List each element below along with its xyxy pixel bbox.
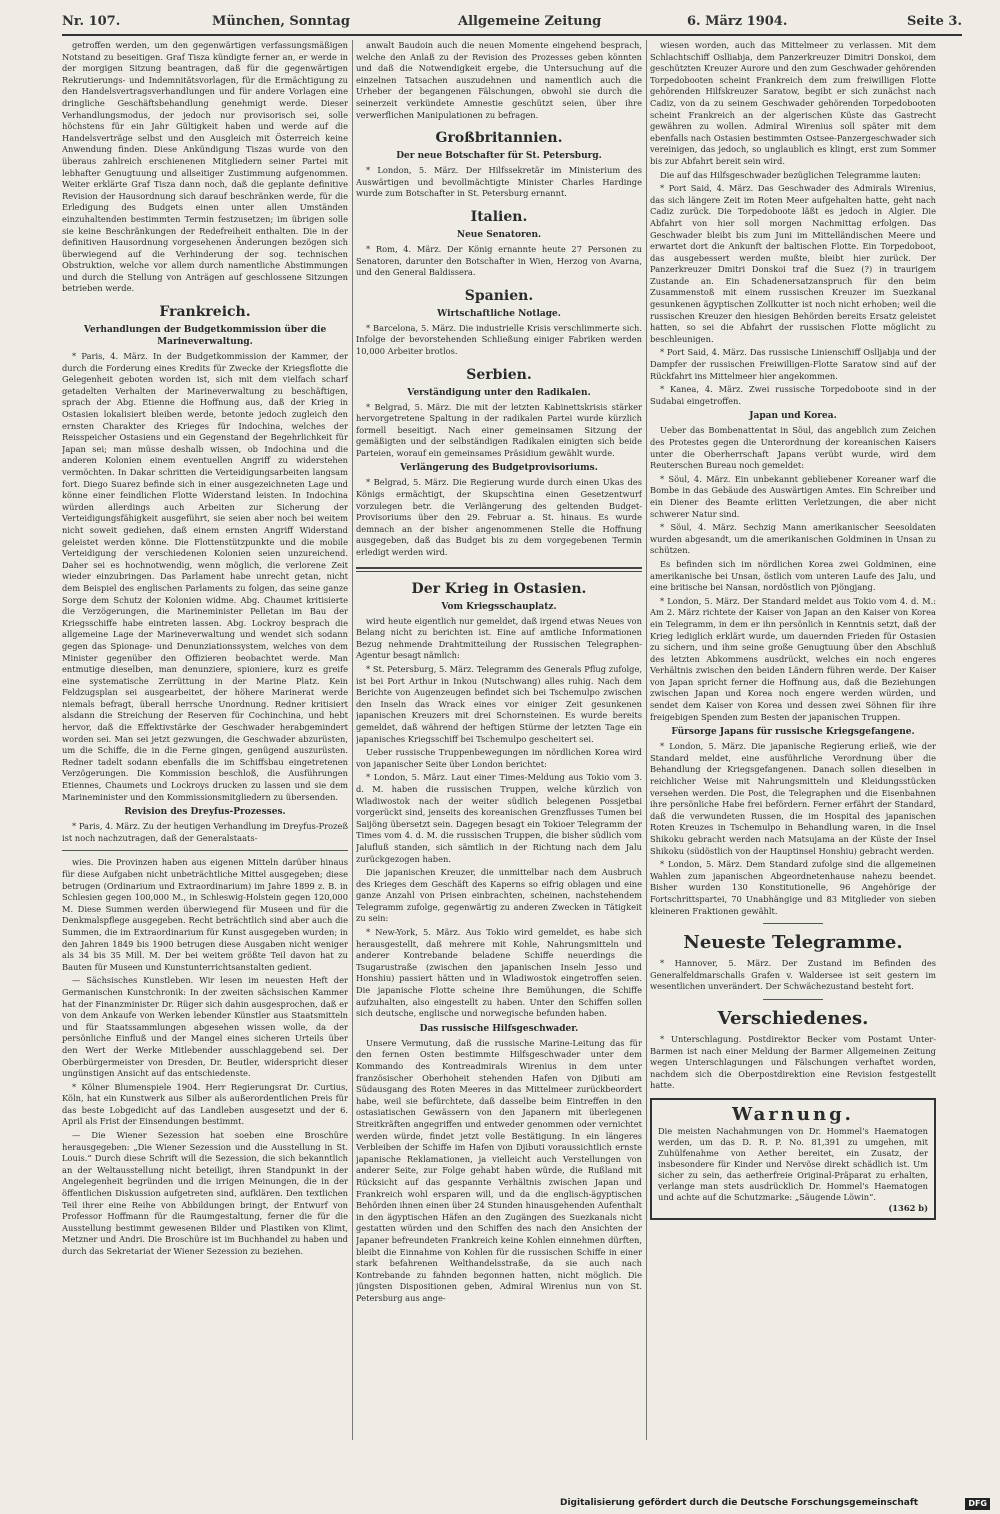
- subsection-title: Das russische Hilfsgeschwader.: [419, 1023, 579, 1034]
- article-paragraph: getroffen werden, um den gegenwärtigen verfassungsmäßigen Notstand zu beseitigen. Graf Tisza kündigte ferner an, er werde in der morgigen Sitzung beantragen, daß für die gegenwärtigen Rekrutierungs- und Indemnitätsvorlagen, für die Ermächtigung zu den Handelsvertragsverhandlungen und für andere Vorlagen eine dringliche Geschäftsbehandlung genehmigt werde. Dieser Verhandlungsmodus, der jedoch nur provisorisch sei, solle höchstens für ein Jahr Gültigkeit haben und werde auf die Handelsverträge selbst und den Ausgleich mit Österreich keine Anwendung finden. Diese Ankündigung Tiszas wurde von den überaus zahlreich erschienenen Mitgliedern seiner Partei mit lebhafter Genugtuung und allseitiger Zustimmung aufgenommen. Weiter erklärte Graf Tisza dann noch, daß die geplante definitive Revision der Hausordnung sich darauf beschränken werde, für die Erledigung des Budgets einen unter allen Umständen einzuhaltenden bestimmten Termin festzusetzen; im übrigen solle sie keine Beschränkungen der Redefreiheit enthalten. Die in der definitiven Hausordnung vorgesehenen Änderungen bezögen sich überwiegend auf die Verhinderung der sog. technischen Obstruktion, welche vor allem durch namentliche Abstimmungen und durch die Stellung von Anträgen auf geschlossene Sitzungen betrieben werde.: [62, 40, 348, 294]
- article-paragraph: wird heute eigentlich nur gemeldet, daß irgend etwas Neues von Belang nicht zu berichten ist. Eine auf amtliche Informationen Bezug nehmende Drahtmitteilung der Russischen Telegraphen-Agentur besagt nämlich:: [356, 615, 642, 661]
- article-paragraph: * Hannover, 5. März. Der Zustand im Befinden des Generalfeldmarschalls Grafen v. Waldersee ist seit gestern im wesentlichen unverändert. Der Schwächezustand besteht fort.: [650, 958, 936, 992]
- column-left: [62, 40, 348, 1498]
- article-paragraph: * Söul, 4. März. Ein unbekannt gebliebener Koreaner warf die Bombe in das Gebäude des Auswärtigen Amtes. Ein Schreiber und ein Diener des Beamte erlitten Verletzungen, die aber nicht schwerer Natur sind.: [650, 473, 936, 519]
- article-paragraph: * London, 5. März. Dem Standard zufolge sind die allgemeinen Wahlen zum japanischen Abgeordnetenhause nahezu beendet. Bisher wurden 130 Konstitutionelle, 96 Angehörige der Fortschrittspartei, 70 Unabhängige und 83 Mitglieder von sieben kleineren Fraktionen gewählt.: [650, 859, 936, 916]
- column-divider: [646, 40, 647, 1440]
- subsection-title: Der neue Botschafter für St. Petersburg.: [396, 151, 602, 162]
- advertisement-box: [650, 1098, 936, 1220]
- article-paragraph: Ueber russische Truppenbewegungen im nördlichen Korea wird von japanischer Seite über London berichtet:: [356, 747, 642, 769]
- issue-number: Nr. 107.: [62, 14, 121, 29]
- article-paragraph: * Söul, 4. März. Sechzig Mann amerikanischer Seesoldaten wurden abgesandt, um die amerikanischen Goldminen in Unsan zu schützen.: [650, 522, 936, 556]
- column-right: [650, 40, 936, 1498]
- section-rule: [763, 999, 823, 1000]
- article-paragraph: * Paris, 4. März. Zu der heutigen Verhandlung im Dreyfus-Prozeß ist noch nachzutragen, daß der Generalstaats-: [62, 821, 348, 843]
- digitization-footer: [560, 1498, 990, 1512]
- article-paragraph: Es befinden sich im nördlichen Korea zwei Goldminen, eine amerikanische bei Unsan, östlich vom unteren Laufe des Jalu, und eine britische bei Nansan, nordöstlich von Pjöngjang.: [650, 558, 936, 593]
- article-paragraph: * Rom, 4. März. Der König ernannte heute 27 Personen zu Senatoren, darunter den Botschafter in Wien, Herzog von Avarna, und den General Baldissera.: [356, 243, 642, 278]
- section-title-italien: Italien.: [470, 208, 528, 225]
- subsection-title: Wirtschaftliche Notlage.: [437, 308, 561, 319]
- section-title-serbien: Serbien.: [466, 366, 532, 383]
- column-divider: [352, 40, 353, 1440]
- advertisement-text: Die meisten Nachahmungen von Dr. Hommel's Haematogen werden, um das D. R. P. No. 81,391 zu umgehen, mit Zuhülfenahme von Aether bereitet, ein Zusatz, der insbesondere für Kinder und Nervöse direkt schädlich ist. Um sicher zu sein, das aetherfreie Original-Präparat zu erhalten, verlange man stets ausdrücklich Dr. Hommel's Haematogen und achte auf die Schutzmarke: „Säugende Löwin“.: [658, 1125, 928, 1202]
- article-paragraph: Ueber das Bombenattentat in Söul, das angeblich zum Zeichen des Protestes gegen die Unterordnung der koreanischen Kaisers unter die Oberherrschaft Japans verübt wurde, wird dem Reuterschen Bureau noch gemeldet:: [650, 425, 936, 471]
- article-paragraph: wiesen worden, auch das Mittelmeer zu verlassen. Mit dem Schlachtschiff Oslliabja, dem Panzerkreuzer Dimitri Donskoi, dem geschützten Kreuzer Aurore und den zum Geschwader gehörenden Torpedobooten scheint Frankreich dem zum freiwilligen Flotte gehörenden Hilfskreuzer Saratow, begibt er sich zunächst nach Cadiz, von da zu seinem Geschwader gehörenden Torpedobooten scheint Frankreich an der algerischen Küste das Gastrecht gewähren zu wollen. Admiral Wirenius soll später mit dem ebenfalls nach Ostasien bestimmten Ostsee-Panzergeschwader sich vereinigen, das jedoch, so unglaublich es klingt, erst zum Sommer bis zur Abfahrt bereit sein wird.: [650, 40, 936, 166]
- article-paragraph: Die auf das Hilfsgeschwader bezüglichen Telegramme lauten:: [660, 169, 921, 180]
- dfg-logo: DFG: [965, 1498, 990, 1510]
- page-number: Seite 3.: [907, 14, 962, 29]
- subsection-title: Revision des Dreyfus-Prozesses.: [124, 807, 286, 818]
- article-paragraph: Die japanischen Kreuzer, die unmittelbar nach dem Ausbruch des Krieges dem Geschäft des Kaperns so eifrig oblagen und eine ganze Anzahl von Prisen einbrachten, scheinen, nachstehendem Telegramm zufolge, gegenwärtig zu anderen Zwecken in Tätigkeit zu sein:: [356, 867, 642, 924]
- subsection-title: Vom Kriegsschauplatz.: [441, 601, 557, 612]
- subsection-title: Japan und Korea.: [749, 411, 837, 422]
- article-paragraph: Unsere Vermutung, daß die russische Marine-Leitung das für den fernen Osten bestimmte Hilfsgeschwader unter dem Kommando des Kontreadmirals Wirenius in dem unter französischer Oberhoheit stehenden Hafen von Djibuti am Südausgang des Roten Meeres in das Mittelmeer zurückbeordert habe, weil sie befürchtete, daß dasselbe beim Eintreffen in den ostasiatischen Gewässern von den Japanern mit überlegenen Streitkräften angegriffen und entweder genommen oder vernichtet werden würde, findet jetzt volle Bestätigung. In ein längeres Verbleiben der Schiffe im Hafen von Djibuti voraussichtlich ernste japanische Reklamationen, ja vielleicht auch Verstellungen von anderer Seite, zur Folge gehabt haben würde, die Rußland mit Rücksicht auf das gespannte Verhältnis zwischen Japan und Frankreich wohl ersparen will, und da die englisch-ägyptischen Behörden ihnen einen über 24 Stunden hinausgehenden Aufenthalt in den ägyptischen Häfen an den Zugängen des Suezkanals nicht gestatten würden und den Schiffen des nach den Ansichten der Japaner befreundeten Frankreich keine Kohlen einnehmen dürften, bleibt die Einnahme von Kohlen für die russischen Schiffe in einer stark befahrenen Welthandelsstraße, da sie auch nach Kontrebande zu fahnden begonnen hatten, nicht möglich. Die jüngsten Dispositionen geben, Admiral Wirenius nun von St. Petersburg aus ange-: [356, 1037, 642, 1303]
- header-rule: [62, 34, 962, 36]
- feuilleton-paragraph: — Die Wiener Sezession hat soeben eine Broschüre herausgegeben: „Die Wiener Sezession und die Ausstellung in St. Louis.“ Durch diese Schrift will die Sezession, die sich bekanntlich an der Weltausstellung nicht beteiligt, ihren Standpunkt in der Angelegenheit begründen und die irrigen Meinungen, die in der öffentlichen Diskussion aufgetreten sind, aufklären. Den textlichen Teil ihrer eine Reihe von Abbildungen bringt, der Entwurf von Professor Hoffmann für die Raumgestaltung, ferner die für die Ausstellung bestimmt gewesenen Bilder und Plastiken von Klimt, Metzner und Andri. Die Broschüre ist im Buchhandel zu haben und durch das Sekretariat der Wiener Sezession zu beziehen.: [62, 1130, 348, 1256]
- article-paragraph: * London, 5. März. Der Hilfssekretär im Ministerium des Auswärtigen und bevollmächtigte Minister Charles Hardinge wurde zum Botschafter in St. Petersburg ernannt.: [356, 165, 642, 199]
- article-paragraph: * New-York, 5. März. Aus Tokio wird gemeldet, es habe sich herausgestellt, daß mehrere mit Kohle, Nahrungsmitteln und anderer Kontrebande beladene Schiffe neuerdings die Tsugarustraße (zwischen den japanischen Inseln Jesso und Honshiu) passiert hätten und in Wladiwostok eingetroffen seien. Die japanische Flotte scheine ihre Bemühungen, die Schiffe aufzuhalten, also eingestellt zu haben. Unter den Schiffen sollen sich deutsche, englische und norwegische befunden haben.: [356, 927, 642, 1019]
- advertisement-code: (1362 b): [888, 1202, 928, 1213]
- section-rule: [763, 923, 823, 924]
- issue-date: 6. März 1904.: [687, 14, 788, 29]
- section-title-neueste-telegramme: Neueste Telegramme.: [683, 932, 903, 954]
- advertisement-title: Warnung.: [732, 1103, 854, 1125]
- article-paragraph: * London, 5. März. Die japanische Regierung erließ, wie der Standard meldet, eine ausführliche Verordnung über die Behandlung der Kriegsgefangenen. Danach sollen dieselben in reichlicher Weise mit Nahrungsmitteln und Kleidungsstücken versehen werden. Die Post, die Telegraphen und die Eisenbahnen ihre persönliche Habe frei befördern. Ferner erfährt der Standard, daß die verwundeten Russen, die im Hospital des japanischen Roten Kreuzes in Tschemulpo in Behandlung waren, in die Insel Shikoku gebracht werden nach Matsujama an der Küste der Insel Shikoku (südöstlich von der Hauptinsel Honshiu) gebracht werden.: [650, 741, 936, 856]
- article-paragraph: * Paris, 4. März. In der Budgetkommission der Kammer, der durch die Forderung eines Kredits für Zwecke der Kriegsflotte die Gelegenheit geboten worden ist, sich mit dem vielfach scharf getadelten Verhalten der Marineverwaltung zu beschäftigen, sprach der Abg. Etienne die Hoffnung aus, daß der Krieg in Ostasien lokalisiert bleiben werde, betonte jedoch zugleich den ernsten Charakter des Krieges für Indochina, welches der Reisspeicher Ostasiens und ein Gegenstand der Begehrlichkeit für Japan sei; man müsse deshalb wissen, ob Indochina und die anderen Kolonien einem eventuellen Angriff zu widerstehen vermöchten. In Dakar schritten die Verteidigungsarbeiten langsam fort. Diego Suarez befinde sich in einer ausgezeichneten Lage und könne einer feindlichen Flotte Widerstand leisten. In Indochina würden allerdings auch Arbeiten zur Sicherung der Verteidigungsfähigkeit ausgeführt, sie seien aber noch bei weitem nicht soweit gediehen, daß einem ernsten Angriff Widerstand geleistet werden könne. Die Flottenstützpunkte und die mobile Verteidigung der verschiedenen Kolonien seien unzureichend. Daher sei es hochnotwendig, wenn möglich, die verlorene Zeit wieder einzubringen. Das Parlament habe unrecht getan, nicht dem Beispiel des englischen Parlaments zu folgen, das seine ganze Sorge dem Schutz der Kolonien widme. Abg. Chaumet kritisierte die Verzögerungen, die Marineminister Pelletan im Bau der Kriegsschiffe habe eintreten lassen. Abg. Lockroy besprach die allgemeine Lage der Marineverwaltung und wendet sich sodann gegen das Spionage- und Denunziationssystem, welches von dem Minister gegenüber den Offizieren beobachtet werde. Man entmutige dieselben, man denunziere, spioniere, kurz es greife eine systematische Zerrüttung in der Marine Platz. Kein Feldzugsplan sei ausgearbeitet, der höhere Marinerat werde niemals befragt, überall herrsche Unordnung. Redner kritisiert alsdann die Streichung der Reserven für Cochinchina, und hebt hervor, daß die Effektivstärke der Geschwader herabgemindert worden sei. Man sei jetzt gezwungen, die Geschwader abzurüsten, um die Schiffe, die in die Ferne gingen, genügend auszurüsten. Redner tadelt sodann ebenfalls die im Schiffsbau eingetretenen Verzögerungen. Die Kommission beschloß, die Ausführungen Etiennes, Chaumets und Lockroys drucken zu lassen und sie dem Marineminister und den Kommissionsmitgliedern zu übersenden.: [62, 351, 348, 802]
- feuilleton-paragraph: wies. Die Provinzen haben aus eigenen Mitteln darüber hinaus für diese Aufgaben nicht unbeträchtliche Mittel ausgegeben; diese betrugen (Ordinarium und Extraordinarium) im Jahre 1899 z. B. in Schlesien gegen 100,000 M., in Schleswig-Holstein gegen 120,000 M. Diese Summen werden überwiegend für Museen und für die Denkmalspflege ausgegeben. Recht beträchtlich sind aber auch die Summen, die im Extraordinarium für Kunst ausgegeben wurden; in den Jahren 1849 bis 1900 betrugen diese Ausgaben nicht weniger als 34 bis 35 Mill. M. Der bei weitem größte Teil davon hat zu Bauten für Museen und Kunstunterrichtsanstalten gedient.: [62, 857, 348, 972]
- section-title-frankreich: Frankreich.: [159, 304, 251, 321]
- section-title-verschiedenes: Verschiedenes.: [717, 1007, 869, 1029]
- article-paragraph: * Kanea, 4. März. Zwei russische Torpedoboote sind in der Sudabai eingetroffen.: [650, 384, 936, 406]
- subsection-title: Verlängerung des Budgetprovisoriums.: [400, 463, 598, 474]
- article-paragraph: * London, 5. März. Der Standard meldet aus Tokio vom 4. d. M.: Am 2. März richtete der Kaiser von Japan an den Kaiser von Korea ein Telegramm, in dem er ihn persönlich in Kenntnis setzt, daß der Krieg lediglich erklärt wurde, um dauernden Frieden für Ostasien zu sichern, und ihm seine große Genugtuung über den Abschluß des letzten Abkommens ausdrückt, welches ein noch engeres Verhältnis zwischen den beiden Ländern führen werde. Der Kaiser von Japan spricht ferner die Hoffnung aus, daß die Beziehungen zwischen Japan und Korea noch engere werden würden, und sendet dem Kaiser von Korea und dessen zwei Söhnen für ihre freigebigen Spenden zum Besten der japanischen Truppen.: [650, 595, 936, 722]
- subsection-title: Neue Senatoren.: [456, 229, 542, 240]
- feuilleton-paragraph: — Sächsisches Kunstleben. Wir lesen im neuesten Heft der Germanischen Kunstchronik: In der zweiten sächsischen Kammer hat der Finanzminister Dr. Rüger sich dahin ausgesprochen, daß er von dem Ankaufe von Werken lebender Künstler aus Staatsmitteln und für Staatssammlungen abgesehen wissen wolle, da der persönliche Einfluß und der Mangel eines sicheren Urteils über den Wert der Werke Mitlebender ausschlaggebend sei. Der Oberbürgermeister von Dresden, Dr. Beutler, widerspricht dieser ungünstigen Ansicht auf das entschiedenste.: [62, 975, 348, 1079]
- article-paragraph: * Unterschlagung. Postdirektor Becker vom Postamt Unter-Barmen ist nach einer Meldung der Barmer Allgemeinen Zeitung wegen Unterschlagungen und Fälschungen verhaftet worden, nachdem sich die Oberpostdirektion eine Revision festgestellt hatte.: [650, 1033, 936, 1091]
- article-paragraph: * Port Said, 4. März. Das russische Linienschiff Oslljabja und der Dampfer der russischen Freiwilligen-Flotte Saratow sind auf der Rückfahrt ins Mittelmeer hier angekommen.: [650, 347, 936, 381]
- article-paragraph: * Port Said, 4. März. Das Geschwader des Admirals Wirenius, das sich längere Zeit im Roten Meer aufgehalten hatte, geht nach Cadiz zurück. Die Torpedoboote läßt es jedoch in Algier. Die Abfahrt von hier soll morgen Nachmittag erfolgen. Das Geschwader bleibt bis zum Juni im Mittelländischen Meere und erwartet dort die Ankunft der baltischen Flotte. Ein Torpedoboot, das ausgebessert werden mußte, bleibt hier zurück. Der Panzerkreuzer Dmitri Donskoi traf die Suez (?) in traurigem Zustande an. Ein Schadenersatzanspruch für den beim Zusammenstoß mit einem russischen Kreuzer im Suezkanal gesunkenen ägyptischen Zollkutter ist noch nicht erhoben; weil die russischen Kreuzer den hiesigen Behörden bereits Ersatz geleistet hatten, so sei die Abfahrt der russischen Flotte möglicht zu beschleunigen.: [650, 183, 936, 344]
- place-day: München, Sonntag: [212, 14, 350, 29]
- column-middle: [356, 40, 642, 1498]
- feuilleton-rule: [62, 850, 348, 851]
- section-rule: [356, 567, 642, 572]
- article-paragraph: * London, 5. März. Laut einer Times-Meldung aus Tokio vom 3. d. M. haben die russischen Truppen, welche kürzlich von Wladiwostok nach der weiter südlich belegenen Possjetbai vorgerückt sind, jenseits des koreanischen Grenzflusses Tumen bei Saijöng übersetzt sein. Dagegen besagt ein Tokioer Telegramm der Times vom 4. d. M. die russischen Truppen, die bisher südlich vom Jalufluß standen, sich sämtlich in der Richtung nach dem Jalu zurückgezogen haben.: [356, 772, 642, 864]
- section-title-spanien: Spanien.: [464, 287, 534, 304]
- section-title-grossbritannien: Großbritannien.: [435, 130, 563, 147]
- feuilleton-paragraph: * Kölner Blumenspiele 1904. Herr Regierungsrat Dr. Curtius, Köln, hat ein Kunstwerk aus Silber als außerordentlichen Preis für das beste Lobgedicht auf das Landleben ausgesetzt und der 6. April als Frist der Einsendungen bestimmt.: [62, 1081, 348, 1127]
- newspaper-title: Allgemeine Zeitung: [458, 14, 602, 29]
- subsection-title: Verständigung unter den Radikalen.: [407, 387, 591, 398]
- article-paragraph: * St. Petersburg, 5. März. Telegramm des Generals Pflug zufolge, ist bei Port Arthur in Inkou (Nutschwang) alles ruhig. Nach dem Berichte von Augenzeugen befindet sich bei Tschemulpo zwischen den Inseln das Wrack eines vor einiger Zeit gesunkenen japanischen Kreuzers mit drei Schornsteinen. Es wurde bereits gemeldet, daß während der heftigen Stürme der letzten Tage ein japanisches Kriegsschiff bei Tschemulpo gescheitert sei.: [356, 664, 642, 744]
- article-paragraph: anwalt Baudoin auch die neuen Momente eingehend besprach, welche den Anlaß zu der Revision des Prozesses geben könnten und daß die Notwendigkeit ergebe, die Untersuchung auf die einzelnen Tatsachen auszudehnen und namentlich auch die Urheber der begangenen Fälschungen, obwohl sie durch die seinerzeit verkündete Amnestie geschützt seien, über ihre verwerflichen Manipulationen zu befragen.: [356, 40, 642, 120]
- subsection-title: Verhandlungen der Budgetkommission über die Marineverwaltung.: [83, 325, 327, 348]
- page-header: [62, 12, 962, 34]
- article-paragraph: * Belgrad, 5. März. Die Regierung wurde durch einen Ukas des Königs ermächtigt, der Skupschtina einen Gesetzentwurf vorzulegen betr. die Verlängerung des geltenden Budget-Provisoriums über den 29. Februar a. St. hinaus. Es wurde demnach an der bisher angenommenen Stelle die Hoffnung ausgegeben, daß das Budget bis zu dem vorgegebenen Termin erledigt werden wird.: [356, 477, 642, 558]
- subsection-title: Fürsorge Japans für russische Kriegsgefangene.: [671, 727, 915, 738]
- article-paragraph: * Barcelona, 5. März. Die industrielle Krisis verschlimmerte sich. Infolge der bevorstehenden Schließung einiger Fabriken werden 10,000 Arbeiter brotlos.: [356, 322, 642, 356]
- section-title-krieg: Der Krieg in Ostasien.: [411, 580, 587, 597]
- article-paragraph: * Belgrad, 5. März. Die mit der letzten Kabinettskrisis stärker hervorgetretene Spaltung in der radikalen Partei wurde kürzlich formell beseitigt. Nach einer gemeinsamen Sitzung der gemäßigten und der selbständigen Radikalen einigten sich beide Parteien, worauf ein gemeinsames Präsidium gewählt wurde.: [356, 401, 642, 458]
- footer-text: Digitalisierung gefördert durch die Deutsche Forschungsgemeinschaft: [560, 1498, 919, 1508]
